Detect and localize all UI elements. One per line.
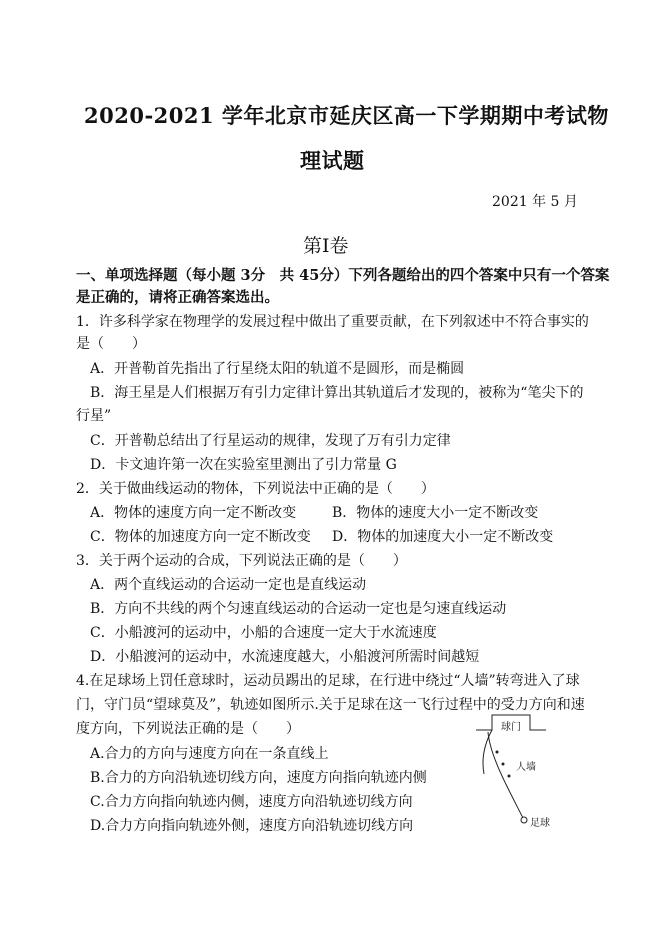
q1-option-c: C．开普勒总结出了行星运动的规律，发现了万有引力定律 xyxy=(90,433,451,449)
q4-option-c: C.合力方向指向轨迹内侧，速度方向沿轨迹切线方向 xyxy=(90,794,413,810)
q4-option-d: D.合力方向指向轨迹外侧，速度方向沿轨迹切线方向 xyxy=(90,818,414,834)
q4-option-a: A.合力的方向与速度方向在一条直线上 xyxy=(90,746,329,762)
q4-stem-line2: 门，守门员“望球莫及”，轨迹如图所示.关于足球在这一飞行过程中的受力方向和速 xyxy=(76,697,585,713)
q1-option-a: A．开普勒首先指出了行星绕太阳的轨道不是圆形，而是椭圆 xyxy=(90,361,465,377)
exam-date: 2021 年 5 月 xyxy=(492,194,578,210)
q2-option-b: B．物体的速度大小一定不断改变 xyxy=(332,505,539,521)
q1-option-b: B．海王星是人们根据万有引力定律计算出其轨道后才发现的，被称为“笔尖下的 xyxy=(90,385,584,401)
q3-option-c: C．小船渡河的运动中，小船的合速度一定大于水流速度 xyxy=(90,625,437,641)
section-title: 第Ⅰ卷 xyxy=(303,235,349,257)
q4-option-b: B.合力的方向沿轨迹切线方向，速度方向指向轨迹内侧 xyxy=(90,770,427,786)
q1-option-d: D．卡文迪许第一次在实验室里测出了引力常量 G xyxy=(90,457,397,473)
paper-title-line2: 理试题 xyxy=(300,148,365,173)
goal-label: 球门 xyxy=(501,722,521,733)
q4-stem-line1: 4.在足球场上罚任意球时，运动员踢出的足球，在行进中绕过“人墙”转弯进入了球 xyxy=(76,673,580,689)
q2-option-d: D．物体的加速度大小一定不断改变 xyxy=(332,529,554,545)
wall-label: 人墙 xyxy=(516,762,536,773)
q3-stem: 3．关于两个运动的合成，下列说法正确的是（ ） xyxy=(76,553,407,569)
q1-stem-line2: 是（ ） xyxy=(76,336,146,352)
q3-option-b: B．方向不共线的两个匀速直线运动的合运动一定也是匀速直线运动 xyxy=(90,601,507,617)
wall-dot xyxy=(502,763,505,766)
q2-stem: 2．关于做曲线运动的物体，下列说法中正确的是（ ） xyxy=(76,481,435,497)
paper-title-line1: 2020-2021 学年北京市延庆区高一下学期期中考试物 xyxy=(84,103,609,128)
ball-icon xyxy=(521,817,527,823)
goal-side-curve xyxy=(483,730,492,774)
q1-stem-line1: 1．许多科学家在物理学的发展过程中做出了重要贡献，在下列叙述中不符合事实的 xyxy=(76,314,589,330)
wall-dot xyxy=(508,775,511,778)
q3-option-d: D．小船渡河的运动中，水流速度越大，小船渡河所需时间越短 xyxy=(90,649,480,665)
ball-label: 足球 xyxy=(530,818,550,829)
q3-option-a: A．两个直线运动的合运动一定也是直线运动 xyxy=(90,577,367,593)
q1-option-b-cont: 行星” xyxy=(76,408,112,424)
section-instructions-line1: 一、单项选择题（每小题 3分 共 45分）下列各题给出的四个答案中只有一个答案 xyxy=(76,267,610,284)
wall-dot xyxy=(496,751,499,754)
ball-trajectory xyxy=(488,732,524,820)
section-instructions-line2: 是正确的，请将正确答案选出。 xyxy=(76,289,279,306)
q2-option-a: A．物体的速度方向一定不断改变 xyxy=(90,505,297,521)
q4-stem-line3: 度方向，下列说法正确的是（ ） xyxy=(76,721,300,737)
q2-option-c: C．物体的加速度方向一定不断改变 xyxy=(90,529,311,545)
